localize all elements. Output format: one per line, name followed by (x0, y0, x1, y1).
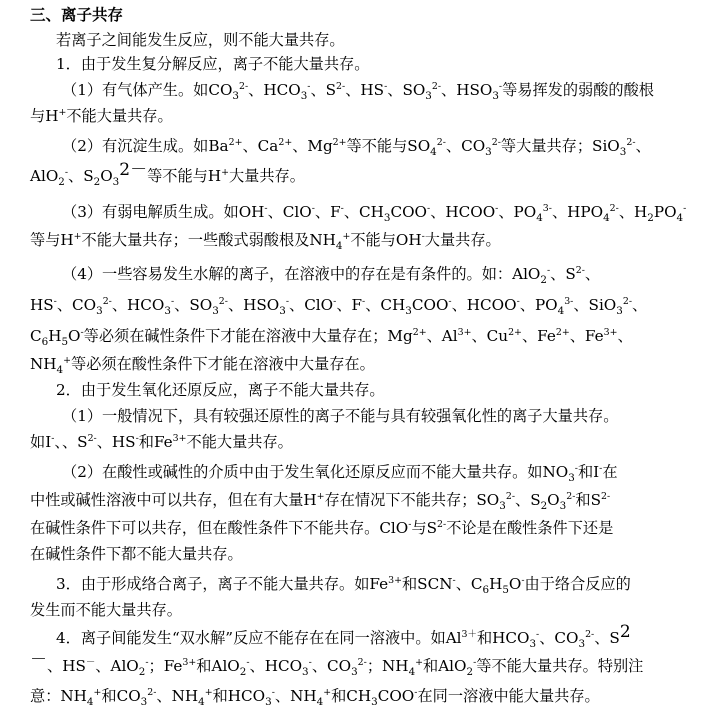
superscript: 2- (585, 628, 595, 640)
text-line (62, 134, 651, 158)
subscript: 3 (279, 305, 286, 318)
text-segment: 、NH (156, 687, 199, 705)
superscript: + (58, 106, 67, 118)
text-segment: 如I (30, 433, 52, 451)
text-segment: 和AlO (423, 657, 467, 675)
superscript: 2+ (332, 136, 347, 148)
superscript: 3+ (172, 432, 187, 444)
text-segment: 、HCO (249, 657, 303, 675)
text-segment: （2）在酸性或碱性的介质中由于发生氧化还原反应而不能大量共存。如NO (62, 463, 569, 481)
superscript: - (408, 518, 412, 530)
text-line (30, 324, 633, 348)
superscript: 2- (437, 518, 447, 530)
superscript: 2- (566, 490, 576, 502)
text-segment: 1．由于发生复分解反应，离子不能大量共存。 (56, 55, 370, 73)
text-segment: 、S (594, 629, 620, 647)
superscript: - (333, 295, 337, 307)
superscript: + (342, 230, 351, 242)
superscript: - (308, 656, 312, 668)
text-segment: （3）有弱电解质生成。如OH (62, 203, 265, 221)
text-segment: 、HS (345, 81, 385, 99)
text-segment: 、HCO (248, 81, 301, 99)
superscript: 2+ (555, 326, 570, 338)
text-segment: 等易挥发的弱酸的酸根 (502, 81, 654, 99)
superscript: - (285, 295, 289, 307)
superscript: 2- (357, 656, 367, 668)
subscript: 3 (232, 90, 239, 103)
text-line (30, 104, 173, 128)
superscript: 3+ (603, 326, 618, 338)
superscript: - (311, 202, 315, 214)
subscript: 3 (383, 212, 391, 225)
subscript: 3 (351, 666, 358, 679)
text-segment: COO (411, 296, 449, 314)
superscript: - (53, 295, 57, 307)
text-segment: 、HPO (551, 203, 604, 221)
subscript: 4 (536, 212, 543, 225)
superscript: 3+ (182, 656, 197, 668)
subscript: 2 (58, 176, 65, 189)
superscript: - (521, 574, 525, 586)
text-segment: H (48, 327, 62, 345)
text-segment: 、HCOO (430, 203, 496, 221)
text-line (30, 228, 501, 252)
text-segment: 、Al (426, 327, 458, 345)
superscript: + (63, 354, 72, 366)
subscript: 4 (86, 696, 94, 709)
text-segment: 、HCOO (451, 296, 517, 314)
subscript: 2 (540, 274, 547, 287)
superscript: 3＋ (461, 628, 477, 640)
superscript: - (498, 80, 503, 92)
text-segment: O (100, 167, 113, 185)
text-segment: 、、S (54, 433, 88, 451)
superscript: 2- (336, 80, 346, 92)
text-segment: 3．由于形成络合离子，离子不能大量共存。如Fe (56, 575, 389, 593)
text-segment: 由于络合反应的 (524, 575, 631, 593)
text-segment: 不论是在酸性条件下还是 (446, 519, 614, 537)
superscript: - (495, 202, 499, 214)
superscript: 2- (436, 136, 446, 148)
subscript: 6 (41, 336, 49, 349)
text-line (56, 52, 369, 76)
superscript: － (85, 656, 96, 668)
superscript: - (448, 295, 452, 307)
subscript: 2 (239, 666, 247, 679)
text-line (30, 542, 243, 566)
text-segment: 中性或碱性溶液中可以共存，但在有大量H (30, 491, 317, 509)
text-segment: 不能大量共存。 (186, 433, 293, 451)
text-segment: 与H (30, 107, 59, 125)
text-segment: 、CO (311, 657, 352, 675)
superscript: - (473, 656, 477, 668)
superscript: + (73, 230, 82, 242)
superscript: 2- (575, 264, 585, 276)
text-segment: 在碱性条件下可以共存，但在酸性条件下不能共存。ClO (30, 519, 409, 537)
superscript: 3- (564, 295, 574, 307)
superscript: 2- (491, 136, 501, 148)
text-segment: C (30, 327, 42, 345)
text-segment: ；NH (366, 657, 409, 675)
superscript: + (316, 490, 325, 502)
text-segment: 不能大量共存；一些酸式弱酸根及NH (81, 231, 336, 249)
text-segment: （1）一般情况下，具有较强还原性的离子不能与具有较强氧化性的离子大量共存。 (62, 407, 619, 425)
superscript: 2- (102, 295, 112, 307)
subscript: 2 (647, 212, 654, 225)
subscript: 3 (568, 472, 575, 485)
superscript: 2－ (119, 159, 148, 180)
text-segment: 若离子之间能发生反应，则不能大量共存。 (56, 31, 345, 49)
text-segment: O (68, 327, 81, 345)
superscript: 2+ (412, 326, 427, 338)
text-segment: 、Mg (292, 137, 333, 155)
text-segment: 和SCN (401, 575, 453, 593)
text-line (62, 262, 600, 286)
text-line (62, 460, 618, 484)
subscript: 3 (619, 146, 627, 159)
superscript: 2- (431, 80, 442, 92)
text-segment: 在 (602, 463, 618, 481)
text-segment: 和AlO (196, 657, 240, 675)
subscript: 2 (540, 500, 548, 513)
text-segment: 、SO (174, 296, 213, 314)
subscript: 4 (316, 696, 324, 709)
text-segment: 、CO (56, 296, 97, 314)
subscript: 3 (616, 305, 623, 318)
text-segment: 、F (336, 296, 363, 314)
subscript: 3 (499, 500, 506, 513)
superscript: - (414, 686, 418, 698)
superscript: － (30, 649, 48, 670)
section-heading (30, 3, 123, 27)
text-segment: 发生而不能大量共存。 (30, 601, 182, 619)
superscript: + (204, 686, 213, 698)
text-segment: 、PO (519, 296, 558, 314)
superscript: - (80, 326, 84, 338)
subscript: 3 (559, 500, 567, 513)
text-segment: 、Fe (569, 327, 604, 345)
superscript: 2+ (228, 136, 243, 148)
superscript: 2- (218, 295, 228, 307)
text-segment: 意：NH (30, 687, 87, 705)
superscript: 2- (147, 686, 157, 698)
text-segment: 、F (314, 203, 341, 221)
text-segment: 大量共存。 (424, 231, 501, 249)
text-segment: 不能与OH (350, 231, 422, 249)
text-segment: 、CO (539, 629, 579, 647)
superscript: 3+ (388, 574, 402, 586)
text-segment: （4）一些容易发生水解的离子，在溶液中的存在是有条件的。如：AlO (62, 265, 541, 283)
superscript: + (323, 686, 332, 698)
text-segment: 、NH (274, 687, 317, 705)
subscript: 4 (430, 146, 437, 159)
superscript: - (51, 432, 55, 444)
text-line (30, 598, 182, 622)
text-segment: 和HCO (476, 629, 530, 647)
superscript: - (340, 202, 344, 214)
superscript: + (221, 166, 229, 178)
text-segment: 大量共存。 (228, 167, 305, 185)
text-segment: 三、离子共存 (30, 6, 124, 24)
superscript: - (536, 628, 540, 640)
text-line (56, 28, 345, 52)
text-segment: AlO (30, 167, 59, 185)
superscript: - (599, 462, 603, 474)
text-line (30, 516, 613, 540)
superscript: - (246, 656, 250, 668)
superscript: + (415, 656, 424, 668)
text-segment: HS (30, 296, 54, 314)
text-segment: 、HS (47, 657, 86, 675)
text-segment: 等不能与H (147, 167, 222, 185)
text-segment: （1）有气体产生。如CO (62, 81, 233, 99)
subscript: 3 (112, 176, 120, 189)
text-segment: 、HCO (111, 296, 165, 314)
text-segment: 、Ca (242, 137, 279, 155)
text-segment: 、HSO (227, 296, 280, 314)
subscript: 4 (198, 696, 205, 709)
text-segment: 和S (575, 491, 601, 509)
text-segment: 、CH (343, 203, 384, 221)
text-line (62, 404, 618, 428)
text-segment: 4．离子间能发生“双水解”反应不能存在在同一溶液中。如Al (56, 629, 462, 647)
subscript: 3 (302, 666, 309, 679)
superscript: 2- (622, 295, 633, 307)
text-segment: 2．由于发生氧化还原反应，离子不能大量共存。 (56, 381, 385, 399)
superscript: - (145, 656, 149, 668)
text-segment: 和I (577, 463, 600, 481)
text-segment: H (489, 575, 503, 593)
text-segment: 等大量共存；SiO (500, 137, 620, 155)
text-segment: 等不能与SO (346, 137, 431, 155)
text-segment: 在同一溶液中能大量共存。 (417, 687, 600, 705)
subscript: 2 (466, 666, 474, 679)
text-segment: 、S (310, 81, 337, 99)
text-segment: 、Cu (471, 327, 509, 345)
text-segment: 等必须在碱性条件下才能在溶液中大量存在；Mg (83, 327, 413, 345)
superscript: - (574, 462, 578, 474)
superscript: 2- (505, 490, 515, 502)
subscript: 3 (300, 90, 308, 103)
superscript: - (362, 295, 366, 307)
subscript: 3 (212, 305, 219, 318)
subscript: 3 (492, 90, 499, 103)
text-line (56, 378, 385, 402)
text-segment: 、Fe (521, 327, 556, 345)
text-segment: 、SiO (573, 296, 617, 314)
subscript: 4 (408, 666, 416, 679)
subscript: 3 (425, 90, 432, 103)
text-line (56, 572, 631, 596)
text-line (30, 159, 305, 189)
text-segment: 和CH (331, 687, 372, 705)
subscript: 4 (335, 240, 343, 253)
text-segment: 和HCO (212, 687, 266, 705)
superscript: - (170, 295, 175, 307)
subscript: 3 (405, 305, 412, 318)
subscript: 6 (482, 584, 490, 597)
text-line (30, 684, 600, 708)
text-line (30, 649, 644, 679)
text-segment: 与S (411, 519, 438, 537)
text-segment: 和Fe (138, 433, 173, 451)
superscript: - (516, 295, 520, 307)
text-segment: 等与H (30, 231, 74, 249)
text-line (62, 78, 654, 102)
superscript: 3- (542, 202, 552, 214)
text-segment: 、 (617, 327, 633, 345)
subscript: 4 (676, 212, 684, 225)
subscript: 4 (603, 212, 610, 225)
superscript: - (384, 80, 388, 92)
superscript: - (421, 230, 425, 242)
subscript: 4 (557, 305, 565, 318)
superscript: 2- (239, 80, 249, 92)
text-segment: 等必须在酸性条件下才能在溶液中大量存在。 (71, 355, 375, 373)
superscript: - (135, 432, 139, 444)
text-segment: 在碱性条件下都不能大量共存。 (30, 545, 243, 563)
subscript: 3 (164, 305, 171, 318)
subscript: 3 (371, 696, 378, 709)
superscript: 2+ (278, 136, 293, 148)
subscript: 3 (140, 696, 148, 709)
superscript: - (452, 574, 456, 586)
subscript: 5 (61, 336, 69, 349)
text-segment: PO (653, 203, 677, 221)
text-segment: 、ClO (289, 296, 334, 314)
superscript: + (93, 686, 102, 698)
text-line (56, 621, 631, 651)
superscript: 2- (626, 136, 636, 148)
text-segment: 、H (618, 203, 648, 221)
subscript: 2 (93, 176, 101, 189)
superscript: - (271, 686, 275, 698)
subscript: 3 (265, 696, 272, 709)
text-segment: 、S (68, 167, 94, 185)
text-segment: NH (30, 355, 57, 373)
text-line (30, 352, 375, 376)
text-segment: 、AlO (95, 657, 139, 675)
text-segment: 、CH (365, 296, 406, 314)
superscript: 2 (619, 621, 631, 642)
text-line (30, 488, 610, 512)
superscript: - (427, 202, 431, 214)
subscript: 5 (502, 584, 509, 597)
superscript: - (64, 166, 69, 178)
text-segment: 、C (455, 575, 483, 593)
text-segment: 等不能大量共存。特别注 (476, 657, 644, 675)
text-segment: 和CO (101, 687, 141, 705)
subscript: 3 (578, 638, 586, 651)
superscript: 2+ (508, 326, 522, 338)
text-segment: 、HSO (441, 81, 493, 99)
superscript: - (683, 202, 687, 214)
text-segment: 不能大量共存。 (66, 107, 173, 125)
text-segment: 、SO (387, 81, 426, 99)
text-segment: 、 (635, 137, 651, 155)
superscript: 2- (87, 432, 97, 444)
superscript: 2- (600, 490, 611, 502)
text-segment: 、S (550, 265, 576, 283)
subscript: 3 (529, 638, 537, 651)
superscript: - (546, 264, 551, 276)
text-segment: O (547, 491, 560, 509)
text-segment: 、S (515, 491, 541, 509)
text-segment: 、 (584, 265, 601, 283)
text-line (30, 293, 647, 317)
superscript: 3+ (457, 326, 472, 338)
text-segment: COO (377, 687, 415, 705)
subscript: 3 (485, 146, 492, 159)
superscript: - (307, 80, 311, 92)
text-segment: 、 (632, 296, 648, 314)
text-segment: ；Fe (148, 657, 183, 675)
superscript: 2- (609, 202, 619, 214)
text-line (62, 200, 686, 224)
text-segment: 、HS (96, 433, 136, 451)
text-segment: O (508, 575, 522, 593)
subscript: 2 (138, 666, 146, 679)
text-segment: 存在情况下不能共存；SO (324, 491, 500, 509)
subscript: 3 (96, 305, 103, 318)
superscript: - (264, 202, 268, 214)
subscript: 4 (56, 364, 64, 377)
text-segment: COO (390, 203, 428, 221)
text-segment: 、CO (445, 137, 486, 155)
text-segment: （2）有沉淀生成。如Ba (62, 137, 229, 155)
text-segment: 、ClO (267, 203, 312, 221)
text-segment: 、PO (498, 203, 537, 221)
text-line (30, 430, 293, 454)
